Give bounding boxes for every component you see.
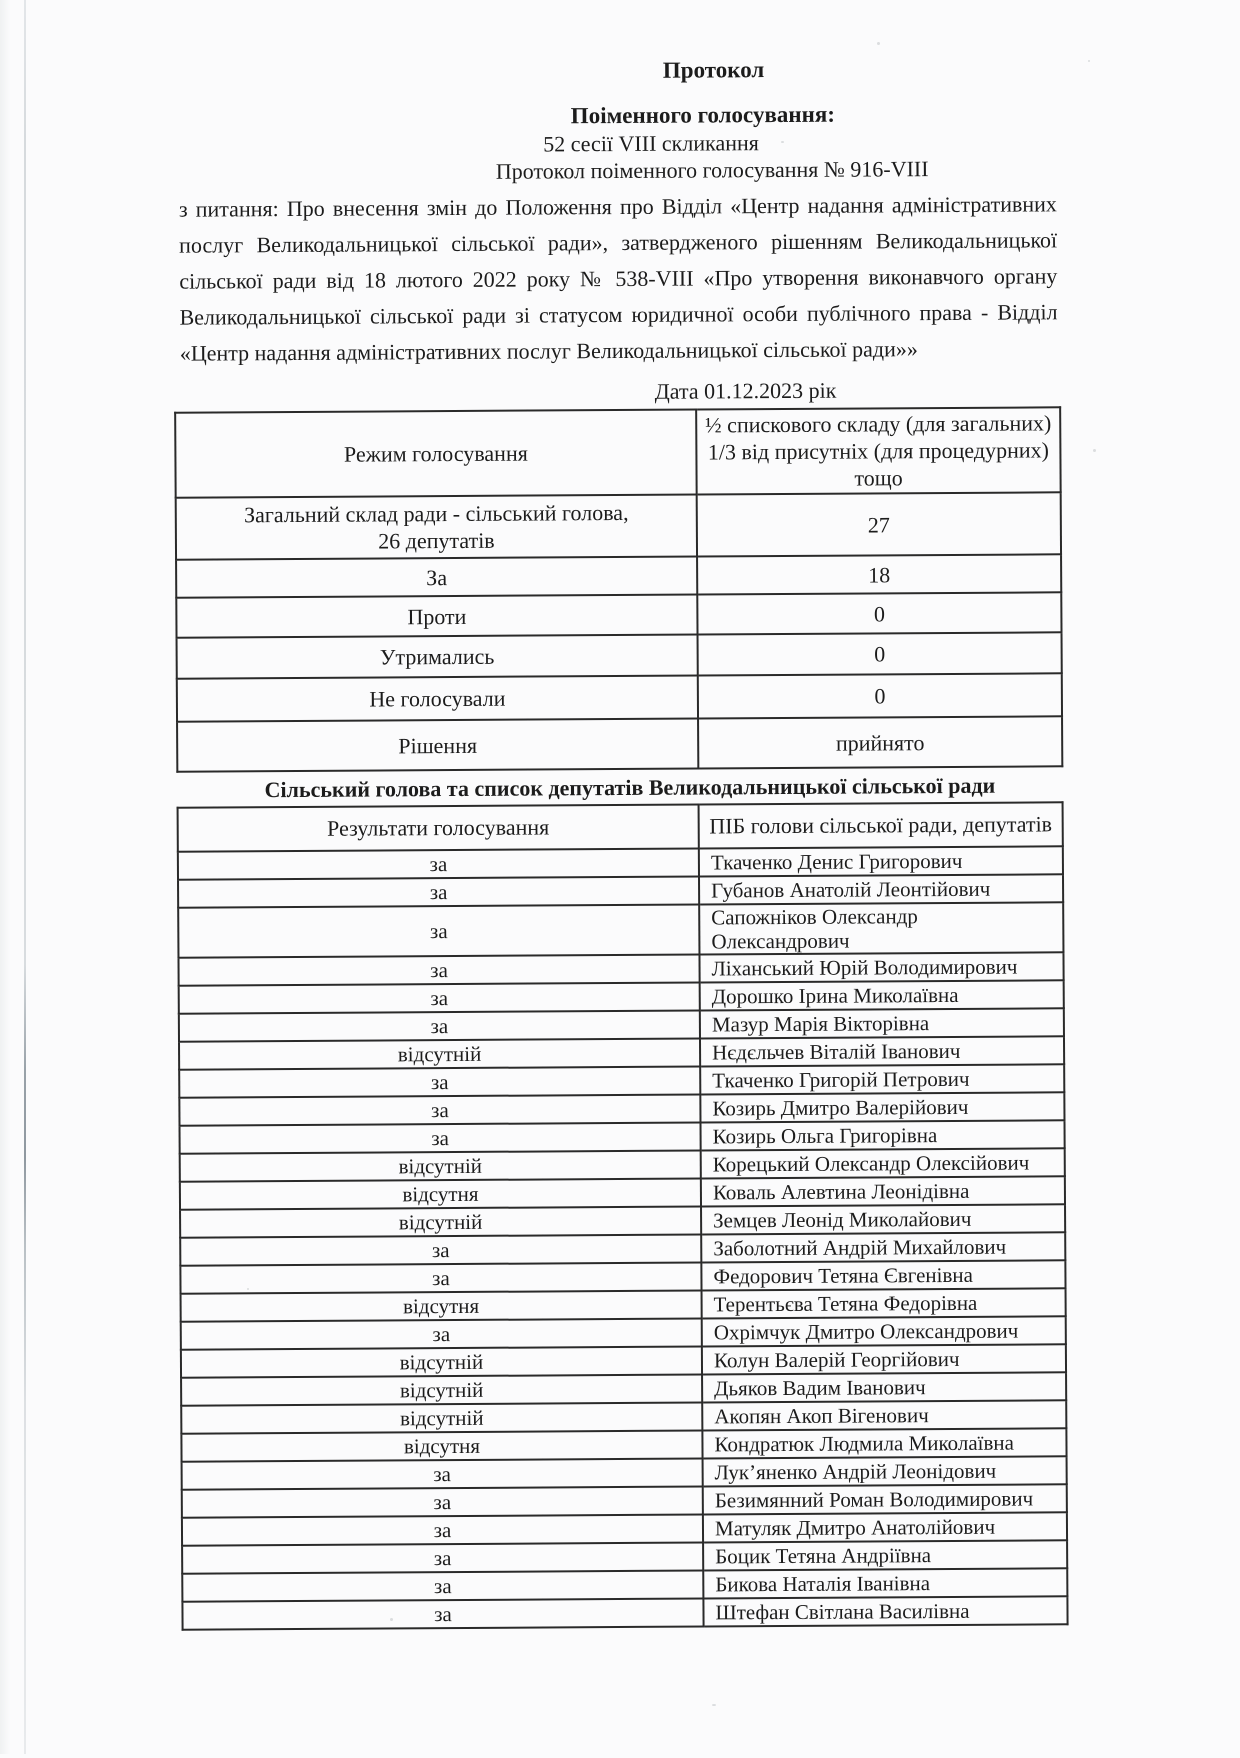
doc-title: Протокол [662,57,765,83]
rollcall-heading: Сільський голова та список депутатів Великодальницької сільської ради [264,772,996,803]
summary-value-cell: 0 [697,592,1061,634]
vote-result-cell: за [182,1599,703,1630]
date-line: Дата 01.12.2023 рік [654,377,837,404]
deputy-name-cell: Дьяков Вадим Іванович [702,1372,1066,1402]
summary-label-cell: Не голосували [177,676,698,722]
vote-result-cell: за [178,905,699,958]
deputy-name-cell: Колун Валерій Георгійович [702,1344,1066,1374]
summary-label-cell: Режим голосування [175,410,697,498]
rollcall-row [178,902,1063,957]
vote-result-cell: за [182,1571,703,1602]
vote-result-cell: відсутній [181,1375,702,1406]
summary-value-cell: 18 [697,554,1061,594]
protocol-number-line: Протокол поіменного голосування № 916-VIII [495,156,929,184]
summary-row [177,673,1062,721]
deputy-name-cell: Ткаченко Денис Григорович [699,846,1063,876]
session-line: 52 сесії VIII скликання [543,130,759,157]
vote-result-cell: відсутній [181,1347,702,1378]
summary-row [176,592,1061,637]
vote-result-cell: за [178,877,699,908]
summary-label-cell: Загальний склад ради - сільський голова, 26 депутатів [176,495,697,560]
deputy-name-cell: Штефан Світлана Василівна [703,1596,1067,1626]
vote-result-cell: відсутня [180,1179,701,1210]
deputy-name-cell: Кондратюк Людмила Миколаївна [702,1428,1066,1458]
deputy-name-cell: Земцев Леонід Миколайович [701,1204,1065,1234]
deputy-name-cell: Заболотний Андрій Михайлович [701,1232,1065,1262]
vote-result-cell: за [182,1543,703,1574]
deputy-name-cell: Матуляк Дмитро Анатолійович [703,1512,1067,1542]
summary-value-cell: ½ спискового складу (для загальних) 1/3 від присутніх (для процедурних) тощо [696,407,1061,494]
rollcall-table [177,801,1069,1630]
rollcall-row [182,1596,1067,1629]
deputy-name-cell: Ліханський Юрій Володимирович [699,952,1063,982]
vote-result-cell: за [180,1263,701,1294]
doc-subtitle: Поіменного голосування: [570,101,836,129]
vote-result-cell: за [179,1067,700,1098]
deputy-name-cell: Боцик Тетяна Андріївна [703,1540,1067,1570]
summary-label-cell: За [176,557,697,598]
deputy-name-cell: Охрімчук Дмитро Олександрович [702,1316,1066,1346]
deputy-name-cell: Корецький Олександр Олексійович [701,1148,1065,1178]
summary-label-cell: Проти [176,595,697,638]
vote-result-cell: відсутня [181,1291,702,1322]
vote-result-cell: за [180,1235,701,1266]
vote-result-cell: за [178,955,699,986]
deputy-name-cell: Дорошко Ірина Миколаївна [700,980,1064,1010]
deputy-name-cell: Лук’яненко Андрій Леонідович [703,1456,1067,1486]
vote-result-cell: за [178,849,699,880]
deputy-name-cell: Терентьєва Тетяна Федорівна [702,1288,1066,1318]
voting-summary-table [174,406,1063,772]
rollcall-header-result: Результати голосування [178,805,699,852]
vote-result-cell: за [182,1487,703,1518]
deputy-name-cell: Безимянний Роман Володимирович [703,1484,1067,1514]
vote-result-cell: за [182,1515,703,1546]
vote-result-cell: відсутній [181,1403,702,1434]
question-paragraph: з питання: Про внесення змін до Положення про Відділ «Центр надання адміністративних послуг Великодальницької сільської ради», затвердженого рішенням Великодальницької сільської ради від 18 лютого 2022 року № 538-VIII «Про утворення виконавчого органу Великодальницької сільської ради зі статусом юридичної особи публічного права - Відділ «Центр надання адміністративних послуг Великодальницької сільської ради»» [178,191,1058,366]
document-content [172,0,1069,1631]
deputy-name-cell: Козирь Дмитро Валерійович [700,1092,1064,1122]
vote-result-cell: відсутній [180,1151,701,1182]
deputy-name-cell: Нєдєльчев Віталій Іванович [700,1036,1064,1066]
deputy-name-cell: Сапожніков Олександр Олександрович [699,902,1063,954]
summary-label-cell: Утримались [177,635,698,679]
vote-result-cell: за [179,1095,700,1126]
summary-row [177,632,1062,678]
deputy-name-cell: Федорович Тетяна Євгенівна [701,1260,1065,1290]
vote-result-cell: відсутній [179,1039,700,1070]
rollcall-header-name: ПІБ голови сільської ради, депутатів [699,802,1063,848]
vote-result-cell: за [179,1011,700,1042]
summary-row [177,716,1062,771]
deputy-name-cell: Акопян Акоп Вігенович [702,1400,1066,1430]
deputy-name-cell: Мазур Марія Вікторівна [700,1008,1064,1038]
summary-value-cell: 27 [697,492,1061,556]
summary-value-cell: прийнято [698,716,1062,768]
summary-value-cell: 0 [698,632,1062,675]
deputy-name-cell: Бикова Наталія Іванівна [703,1568,1067,1598]
deputy-name-cell: Козирь Ольга Григорівна [701,1120,1065,1150]
vote-result-cell: за [181,1319,702,1350]
deputy-name-cell: Ткаченко Григорій Петрович [700,1064,1064,1094]
summary-value-cell: 0 [698,673,1062,718]
summary-label-cell: Рішення [177,719,698,772]
summary-row [176,492,1061,559]
deputy-name-cell: Коваль Алевтина Леонідівна [701,1176,1065,1206]
vote-result-cell: за [179,983,700,1014]
summary-row [176,554,1061,597]
vote-result-cell: за [180,1123,701,1154]
vote-result-cell: за [182,1459,703,1490]
vote-result-cell: відсутній [180,1207,701,1238]
summary-row [175,407,1061,497]
rollcall-header-row [178,802,1063,851]
vote-result-cell: відсутня [181,1431,702,1462]
deputy-name-cell: Губанов Анатолій Леонтійович [699,874,1063,904]
